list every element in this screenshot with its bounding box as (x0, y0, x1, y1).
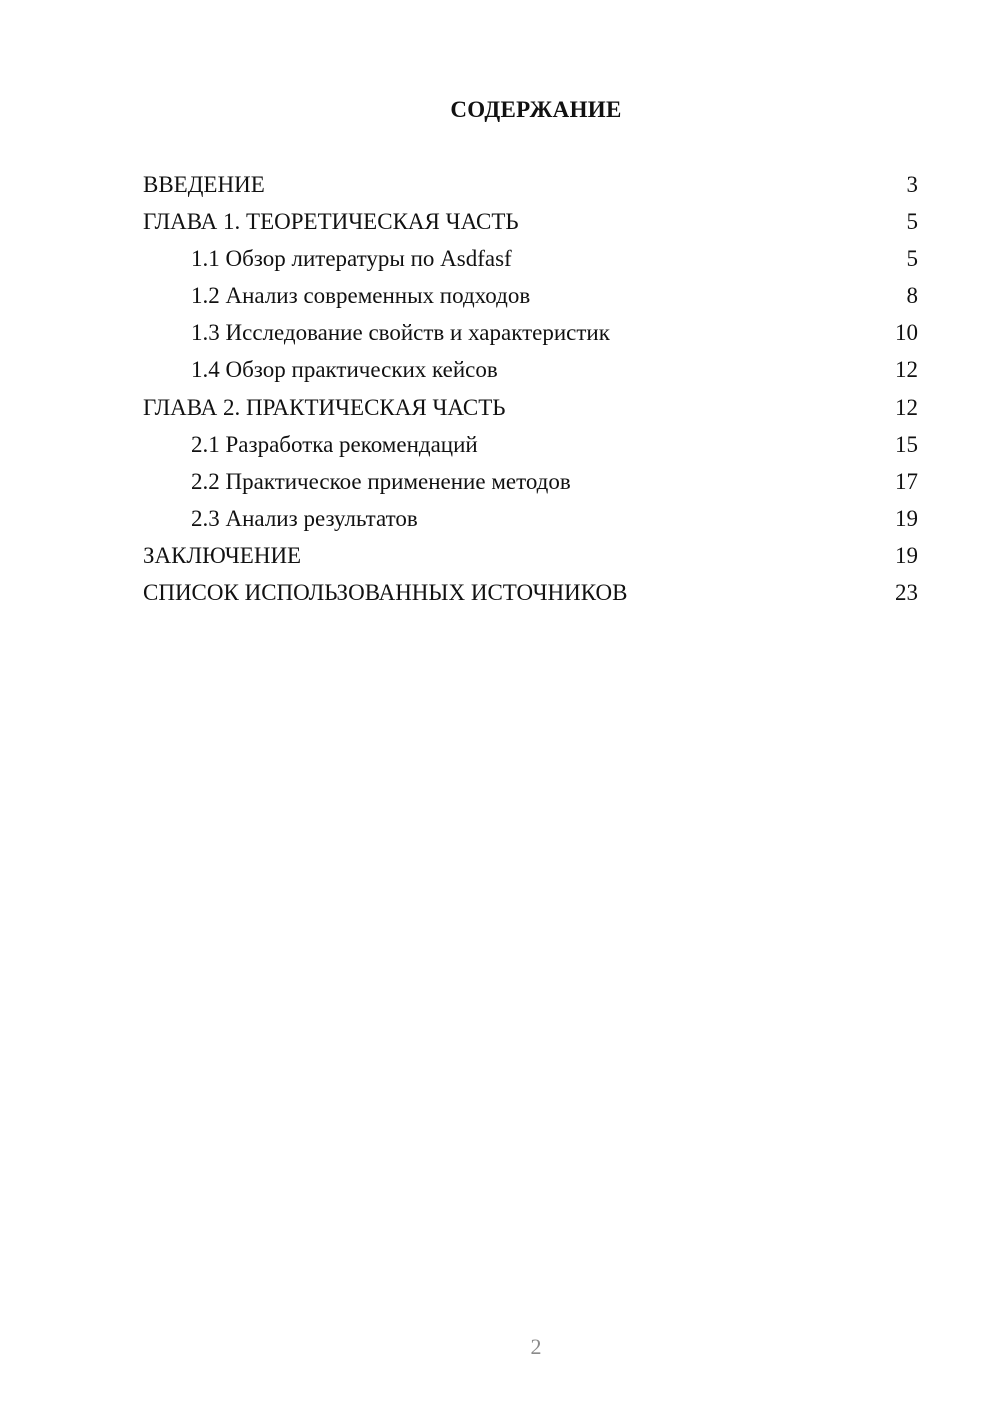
toc-entry-section-2-2[interactable] (143, 463, 918, 500)
toc-entry-page: 15 (895, 431, 918, 457)
toc-entry-introduction[interactable] (143, 166, 918, 203)
table-of-contents (143, 166, 918, 611)
toc-entry-label: 1.3 Исследование свойств и характеристик (191, 320, 610, 346)
toc-title: СОДЕРЖАНИЕ (450, 97, 622, 122)
toc-entry-page: 17 (895, 468, 918, 494)
toc-entry-page: 5 (906, 209, 918, 235)
page-number: 2 (530, 1334, 542, 1359)
toc-entry-label: ГЛАВА 2. ПРАКТИЧЕСКАЯ ЧАСТЬ (143, 394, 506, 420)
toc-entry-chapter-1[interactable] (143, 203, 918, 240)
toc-entry-label: ГЛАВА 1. ТЕОРЕТИЧЕСКАЯ ЧАСТЬ (143, 209, 519, 235)
toc-entry-label: 1.2 Анализ современных подходов (191, 283, 531, 309)
toc-entry-page: 19 (895, 505, 918, 531)
toc-entry-page: 19 (895, 542, 918, 568)
toc-entry-label: 2.3 Анализ результатов (191, 505, 418, 531)
toc-entry-conclusion[interactable] (143, 537, 918, 574)
toc-entry-page: 12 (895, 394, 918, 420)
toc-entry-page: 23 (895, 580, 918, 606)
toc-entry-label: СПИСОК ИСПОЛЬЗОВАННЫХ ИСТОЧНИКОВ (143, 580, 628, 606)
toc-entry-page: 5 (906, 246, 918, 272)
toc-entry-label: 1.1 Обзор литературы по Asdfasf (191, 246, 512, 272)
toc-entry-label: 1.4 Обзор практических кейсов (191, 357, 498, 383)
toc-entry-page: 12 (895, 357, 918, 383)
toc-entry-references[interactable] (143, 574, 918, 611)
toc-entry-section-1-4[interactable] (143, 351, 918, 388)
toc-entry-section-2-1[interactable] (143, 426, 918, 463)
toc-entry-label: 2.2 Практическое применение методов (191, 468, 571, 494)
toc-entry-section-1-3[interactable] (143, 314, 918, 351)
toc-entry-page: 3 (906, 172, 918, 197)
toc-entry-section-1-2[interactable] (143, 277, 918, 314)
toc-entry-label: ЗАКЛЮЧЕНИЕ (143, 542, 302, 568)
toc-entry-section-1-1[interactable] (143, 240, 918, 277)
toc-entry-chapter-2[interactable] (143, 389, 918, 426)
toc-entry-page: 10 (895, 320, 918, 346)
toc-entry-section-2-3[interactable] (143, 500, 918, 537)
toc-entry-label: ВВЕДЕНИЕ (143, 172, 265, 197)
toc-entry-label: 2.1 Разработка рекомендаций (191, 431, 478, 457)
toc-entry-page: 8 (906, 283, 918, 309)
